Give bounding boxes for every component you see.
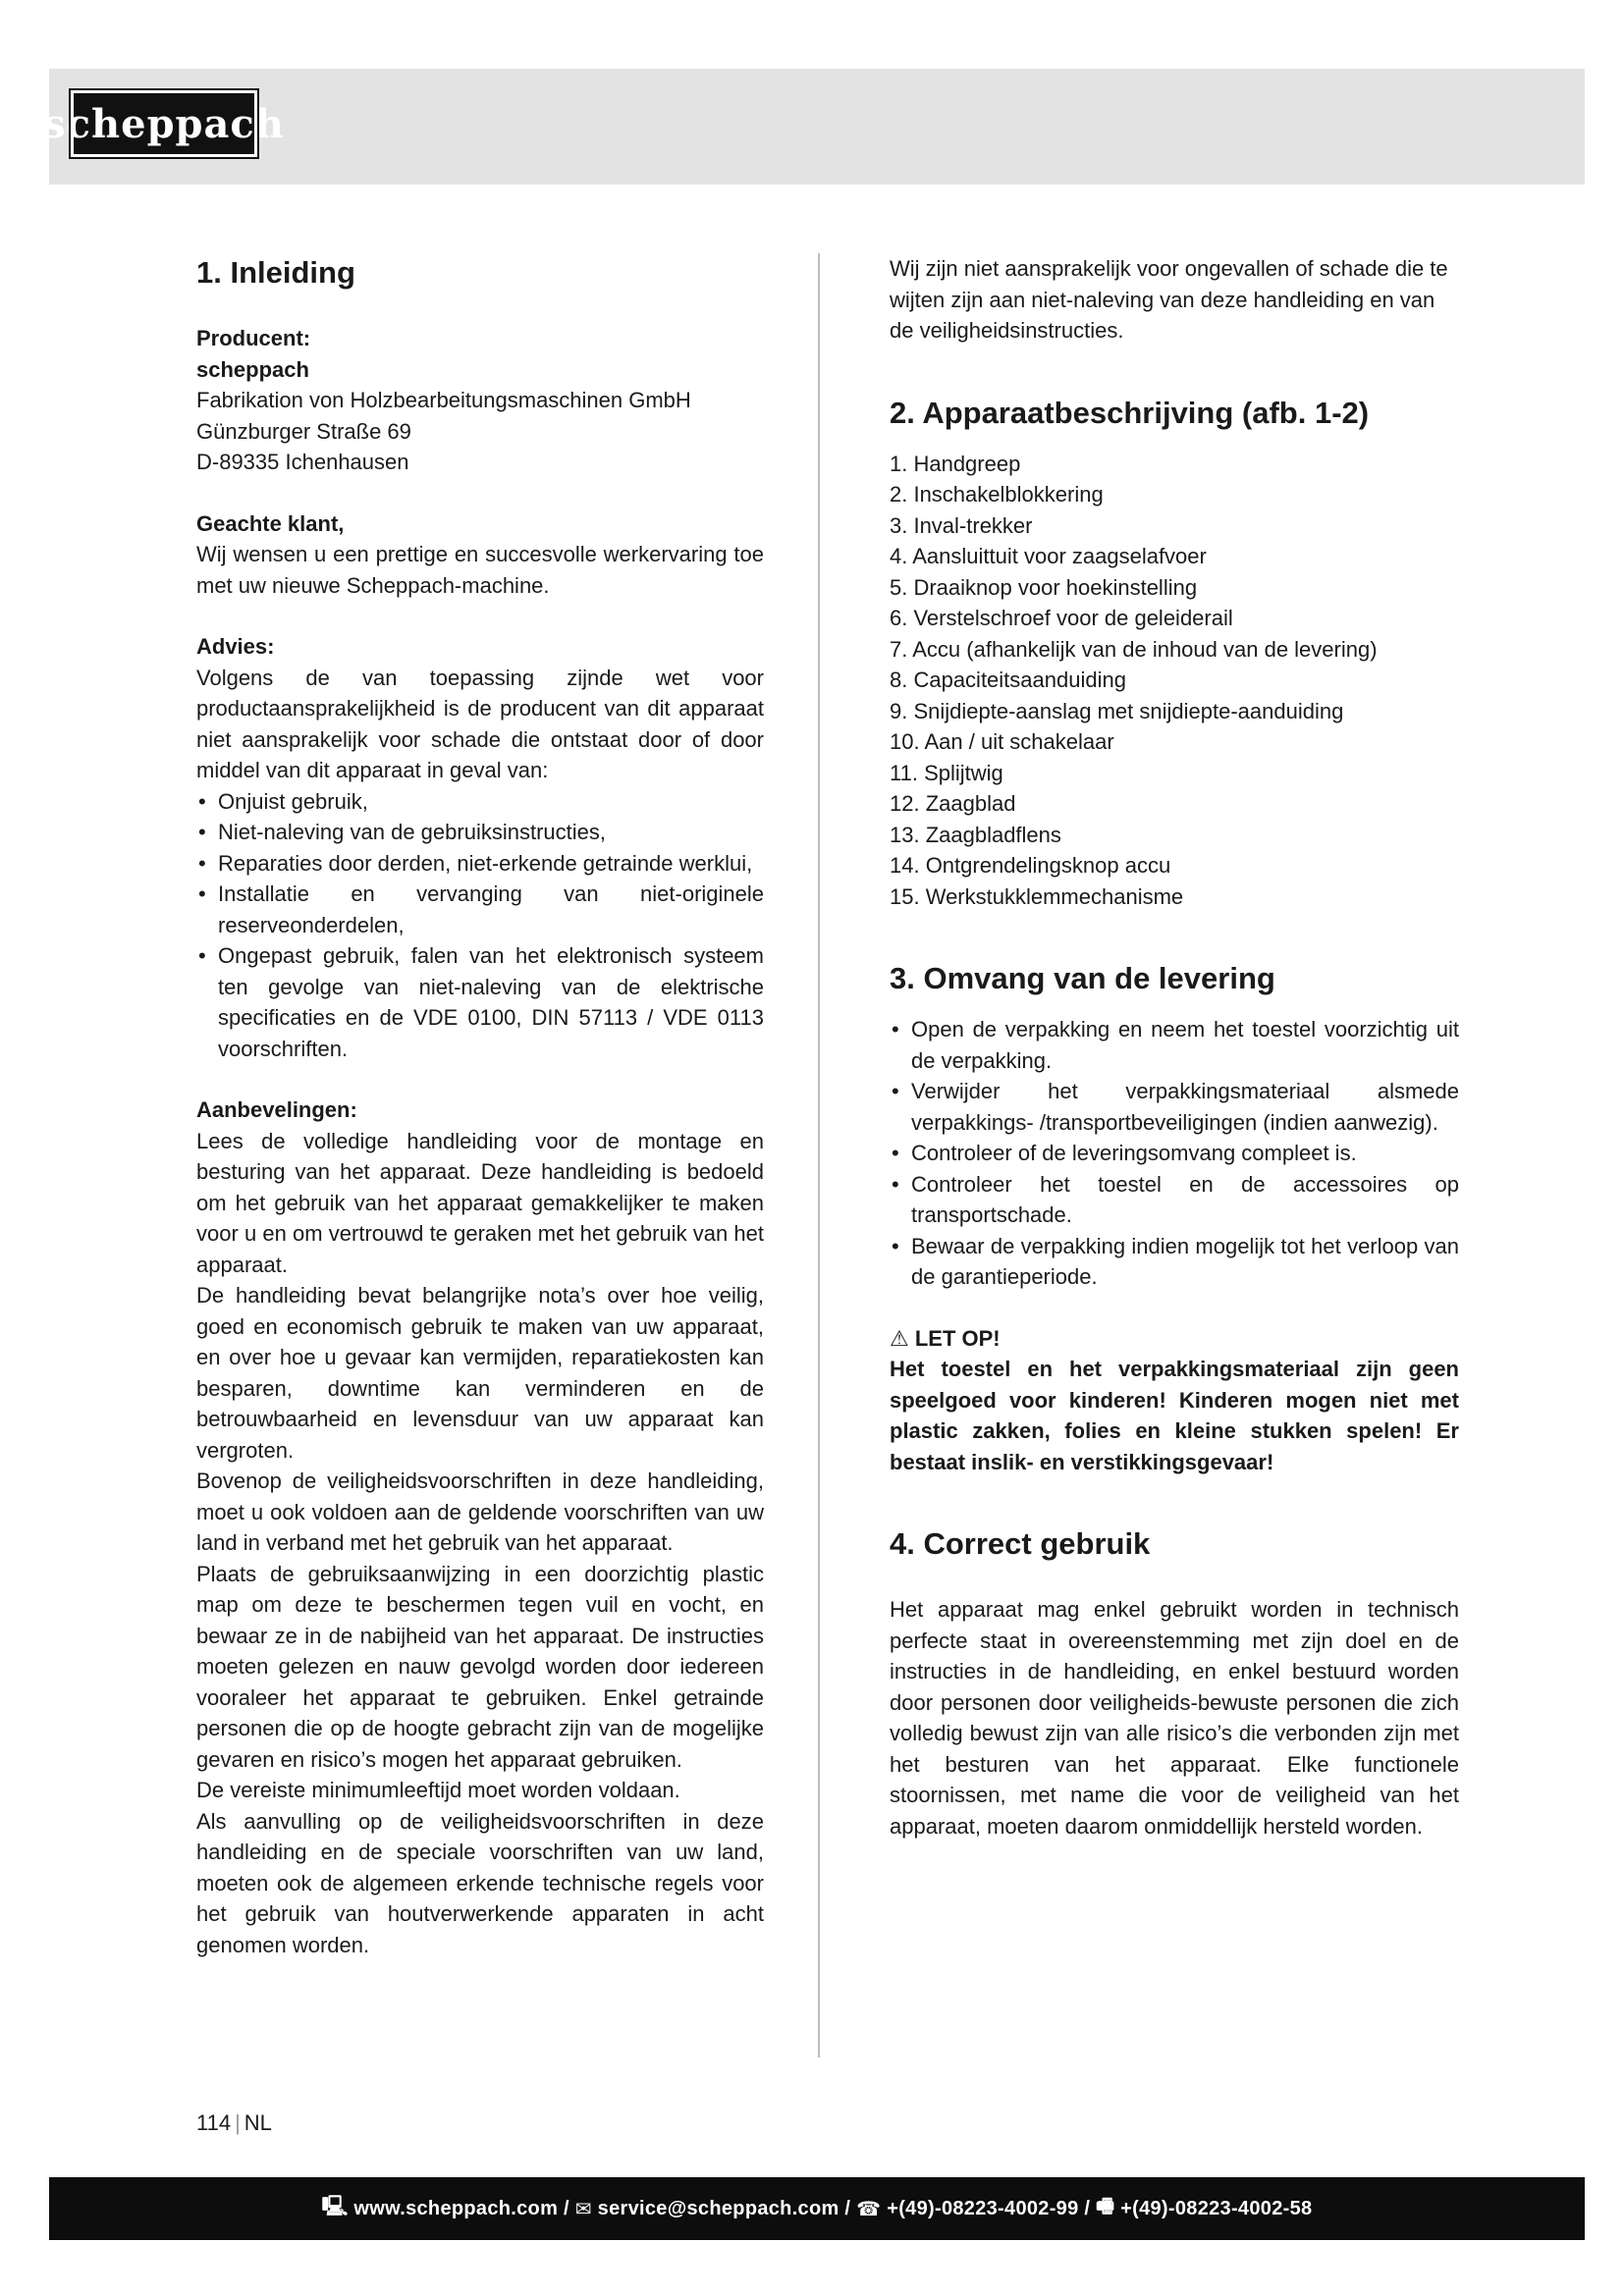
footer-bar xyxy=(49,2177,1585,2240)
header-band xyxy=(43,69,1585,185)
heading-inleiding: 1. Inleiding xyxy=(196,255,355,290)
list-item: 13. Zaagbladflens xyxy=(890,822,1061,847)
email-link[interactable]: service@scheppach.com xyxy=(597,2197,839,2219)
list-item: • Onjuist gebruik, xyxy=(196,786,764,818)
page-number-value: 114 xyxy=(196,2110,232,2135)
page-separator: | xyxy=(235,2110,241,2135)
list-item: • Niet-naleving van de gebruiksinstructies, xyxy=(196,817,764,848)
column-divider xyxy=(818,253,820,2057)
advice-text: Volgens de van toepassing zijnde wet voor productaansprakelijkheid is de producent van dit apparaat niet aansprakelijk voor schade die ontstaat door of door middel van dit apparaat in geval van: xyxy=(196,665,764,782)
advice-label: Advies: xyxy=(196,634,275,659)
producer-name: scheppach xyxy=(196,356,309,382)
page-number xyxy=(196,2110,272,2136)
right-column xyxy=(890,253,1459,1842)
recommend-para: De handleiding bevat belangrijke nota’s over hoe veilig, goed en economisch gebruik te maken van uw apparaat, en over hoe u gevaar kan vermijden, reparatiekosten kan besparen, downtime kan verminderen en de betrouwbaarheid en levensduur van uw apparaat kan vergroten. xyxy=(196,1283,764,1463)
footer-separator: / xyxy=(1078,2197,1097,2219)
list-item: 14. Ontgrendelingsknop accu xyxy=(890,853,1171,878)
customer-text: Wij wensen u een prettige en succesvolle werkervaring toe met uw nieuwe Scheppach-machine. xyxy=(196,542,764,598)
liability-text: Wij zijn niet aansprakelijk voor ongevallen of schade die te wijten zijn aan niet-naleving van deze handleiding en van de veiligheidsinstructies. xyxy=(890,256,1448,343)
parts-list xyxy=(890,449,1459,913)
list-item: • Open de verpakking en neem het toestel voorzichtig uit de verpakking. xyxy=(890,1014,1459,1076)
list-item: 10. Aan / uit schakelaar xyxy=(890,729,1114,754)
monitor-icon: 🖳 xyxy=(321,2196,349,2217)
list-item: • Bewaar de verpakking indien mogelijk tot het verloop van de garantieperiode. xyxy=(890,1231,1459,1293)
phone-icon: ☎ xyxy=(856,2198,882,2220)
list-item: • Ongepast gebruik, falen van het elektronisch systeem ten gevolge van niet-naleving van de elektrische specificaties en de VDE 0100, DIN 57113 / VDE 0113 voorschriften. xyxy=(196,940,764,1064)
fax-icon: 🖷 xyxy=(1096,2196,1115,2217)
list-item: 9. Snijdiepte-aanslag met snijdiepte-aanduiding xyxy=(890,698,1344,723)
producer-street: Günzburger Straße 69 xyxy=(196,418,411,444)
list-item: 1. Handgreep xyxy=(890,451,1021,476)
warning-label: LET OP! xyxy=(914,1325,1001,1351)
recommend-para: Lees de volledige handleiding voor de montage en besturing van het apparaat. Deze handleiding is bedoeld om het gebruik van het apparaat gemakkelijker te maken voor u en om vertrouwd te geraken met het gebruik van het apparaat. xyxy=(196,1128,764,1277)
fax-number: +(49)-08223-4002-58 xyxy=(1120,2197,1313,2219)
list-item: 15. Werkstukklemmechanisme xyxy=(890,883,1184,909)
recommend-label: Aanbevelingen: xyxy=(196,1097,357,1122)
warning-text: Het toestel en het verpakkingsmateriaal zijn geen speelgoed voor kinderen! Kinderen mogen niet met plastic zakken, folies en kleine stukken spelen! Er bestaat inslik- en verstikkingsgevaar! xyxy=(890,1357,1459,1474)
page-language: NL xyxy=(244,2110,272,2135)
customer-label: Geachte klant, xyxy=(196,510,345,536)
list-item: 11. Splijtwig xyxy=(890,760,1003,785)
heading-correct-gebruik: 4. Correct gebruik xyxy=(890,1526,1151,1561)
list-item: 3. Inval-trekker xyxy=(890,512,1033,538)
recommend-para: Plaats de gebruiksaanwijzing in een doorzichtig plastic map om deze te beschermen tegen vuil en vocht, en bewaar ze in de nabijheid van het apparaat. De instructies moeten gelezen en nauw gevolgd worden door iedereen vooraleer het apparaat te gebruiken. Enkel getrainde personen die op de hoogte gebracht zijn van de mogelijke gevaren en risico’s mogen het apparaat gebruiken. xyxy=(196,1561,764,1772)
heading-omvang-levering: 3. Omvang van de levering xyxy=(890,961,1275,995)
list-item: 5. Draaiknop voor hoekinstelling xyxy=(890,574,1198,600)
footer-separator: / xyxy=(558,2197,575,2219)
heading-apparaatbeschrijving: 2. Apparaatbeschrijving (afb. 1-2) xyxy=(890,395,1370,430)
list-item: 12. Zaagblad xyxy=(890,791,1016,816)
list-item: 4. Aansluittuit voor zaagselafvoer xyxy=(890,544,1207,568)
list-item: 7. Accu (afhankelijk van de inhoud van de levering) xyxy=(890,636,1378,662)
recommend-para: Als aanvulling op de veiligheidsvoorschriften in deze handleiding en de speciale voorschriften van uw land, moeten ook de algemeen erkende technische regels voor het gebruik van houtverwerkende apparaten in acht genomen worden. xyxy=(196,1808,764,1957)
list-item: 8. Capaciteitsaanduiding xyxy=(890,667,1126,692)
list-item: • Controleer het toestel en de accessoires op transportschade. xyxy=(890,1169,1459,1231)
list-item: • Installatie en vervanging van niet-originele reserveonderdelen, xyxy=(196,879,764,940)
warning-heading xyxy=(890,1323,1459,1355)
left-column xyxy=(196,253,764,1960)
warning-triangle-icon: ⚠ xyxy=(890,1325,909,1351)
recommend-para: De vereiste minimumleeftijd moet worden voldaan. xyxy=(196,1778,680,1802)
website-link[interactable]: www.scheppach.com xyxy=(353,2197,559,2219)
producer-city: D-89335 Ichenhausen xyxy=(196,450,409,474)
list-item: • Controleer of de leveringsomvang compleet is. xyxy=(890,1138,1459,1169)
list-item: • Reparaties door derden, niet-erkende getrainde werklui, xyxy=(196,848,764,880)
list-item: • Verwijder het verpakkingsmateriaal alsmede verpakkings- /transportbeveiligingen (indien aanwezig). xyxy=(890,1076,1459,1138)
scheppach-logo: scheppach xyxy=(71,90,257,157)
recommend-para: Bovenop de veiligheidsvoorschriften in deze handleiding, moet u ook voldoen aan de geldende voorschriften van uw land in verband met het gebruik van het apparaat. xyxy=(196,1468,764,1555)
advice-list xyxy=(196,786,764,1065)
mail-icon: ✉ xyxy=(574,2198,592,2220)
use-text: Het apparaat mag enkel gebruikt worden in technisch perfecte staat in overeenstemming met zijn doel en de instructies in de handleiding, en enkel bestuurd worden door personen door veiligheids-bewuste personen die zich volledig bewust zijn van alle risico’s die verbonden zijn met het besturen van het apparaat. Elke functionele stoornissen, met name die voor de veiligheid van het apparaat, moeten daarom onmiddellijk hersteld worden. xyxy=(890,1597,1459,1839)
producer-label: Producent: xyxy=(196,326,311,350)
producer-company: Fabrikation von Holzbearbeitungsmaschinen GmbH xyxy=(196,388,691,412)
delivery-list xyxy=(890,1014,1459,1293)
list-item: 2. Inschakelblokkering xyxy=(890,482,1104,507)
phone-number: +(49)-08223-4002-99 xyxy=(887,2197,1079,2219)
list-item: 6. Verstelschroef voor de geleiderail xyxy=(890,606,1233,630)
footer-separator: / xyxy=(839,2197,857,2219)
